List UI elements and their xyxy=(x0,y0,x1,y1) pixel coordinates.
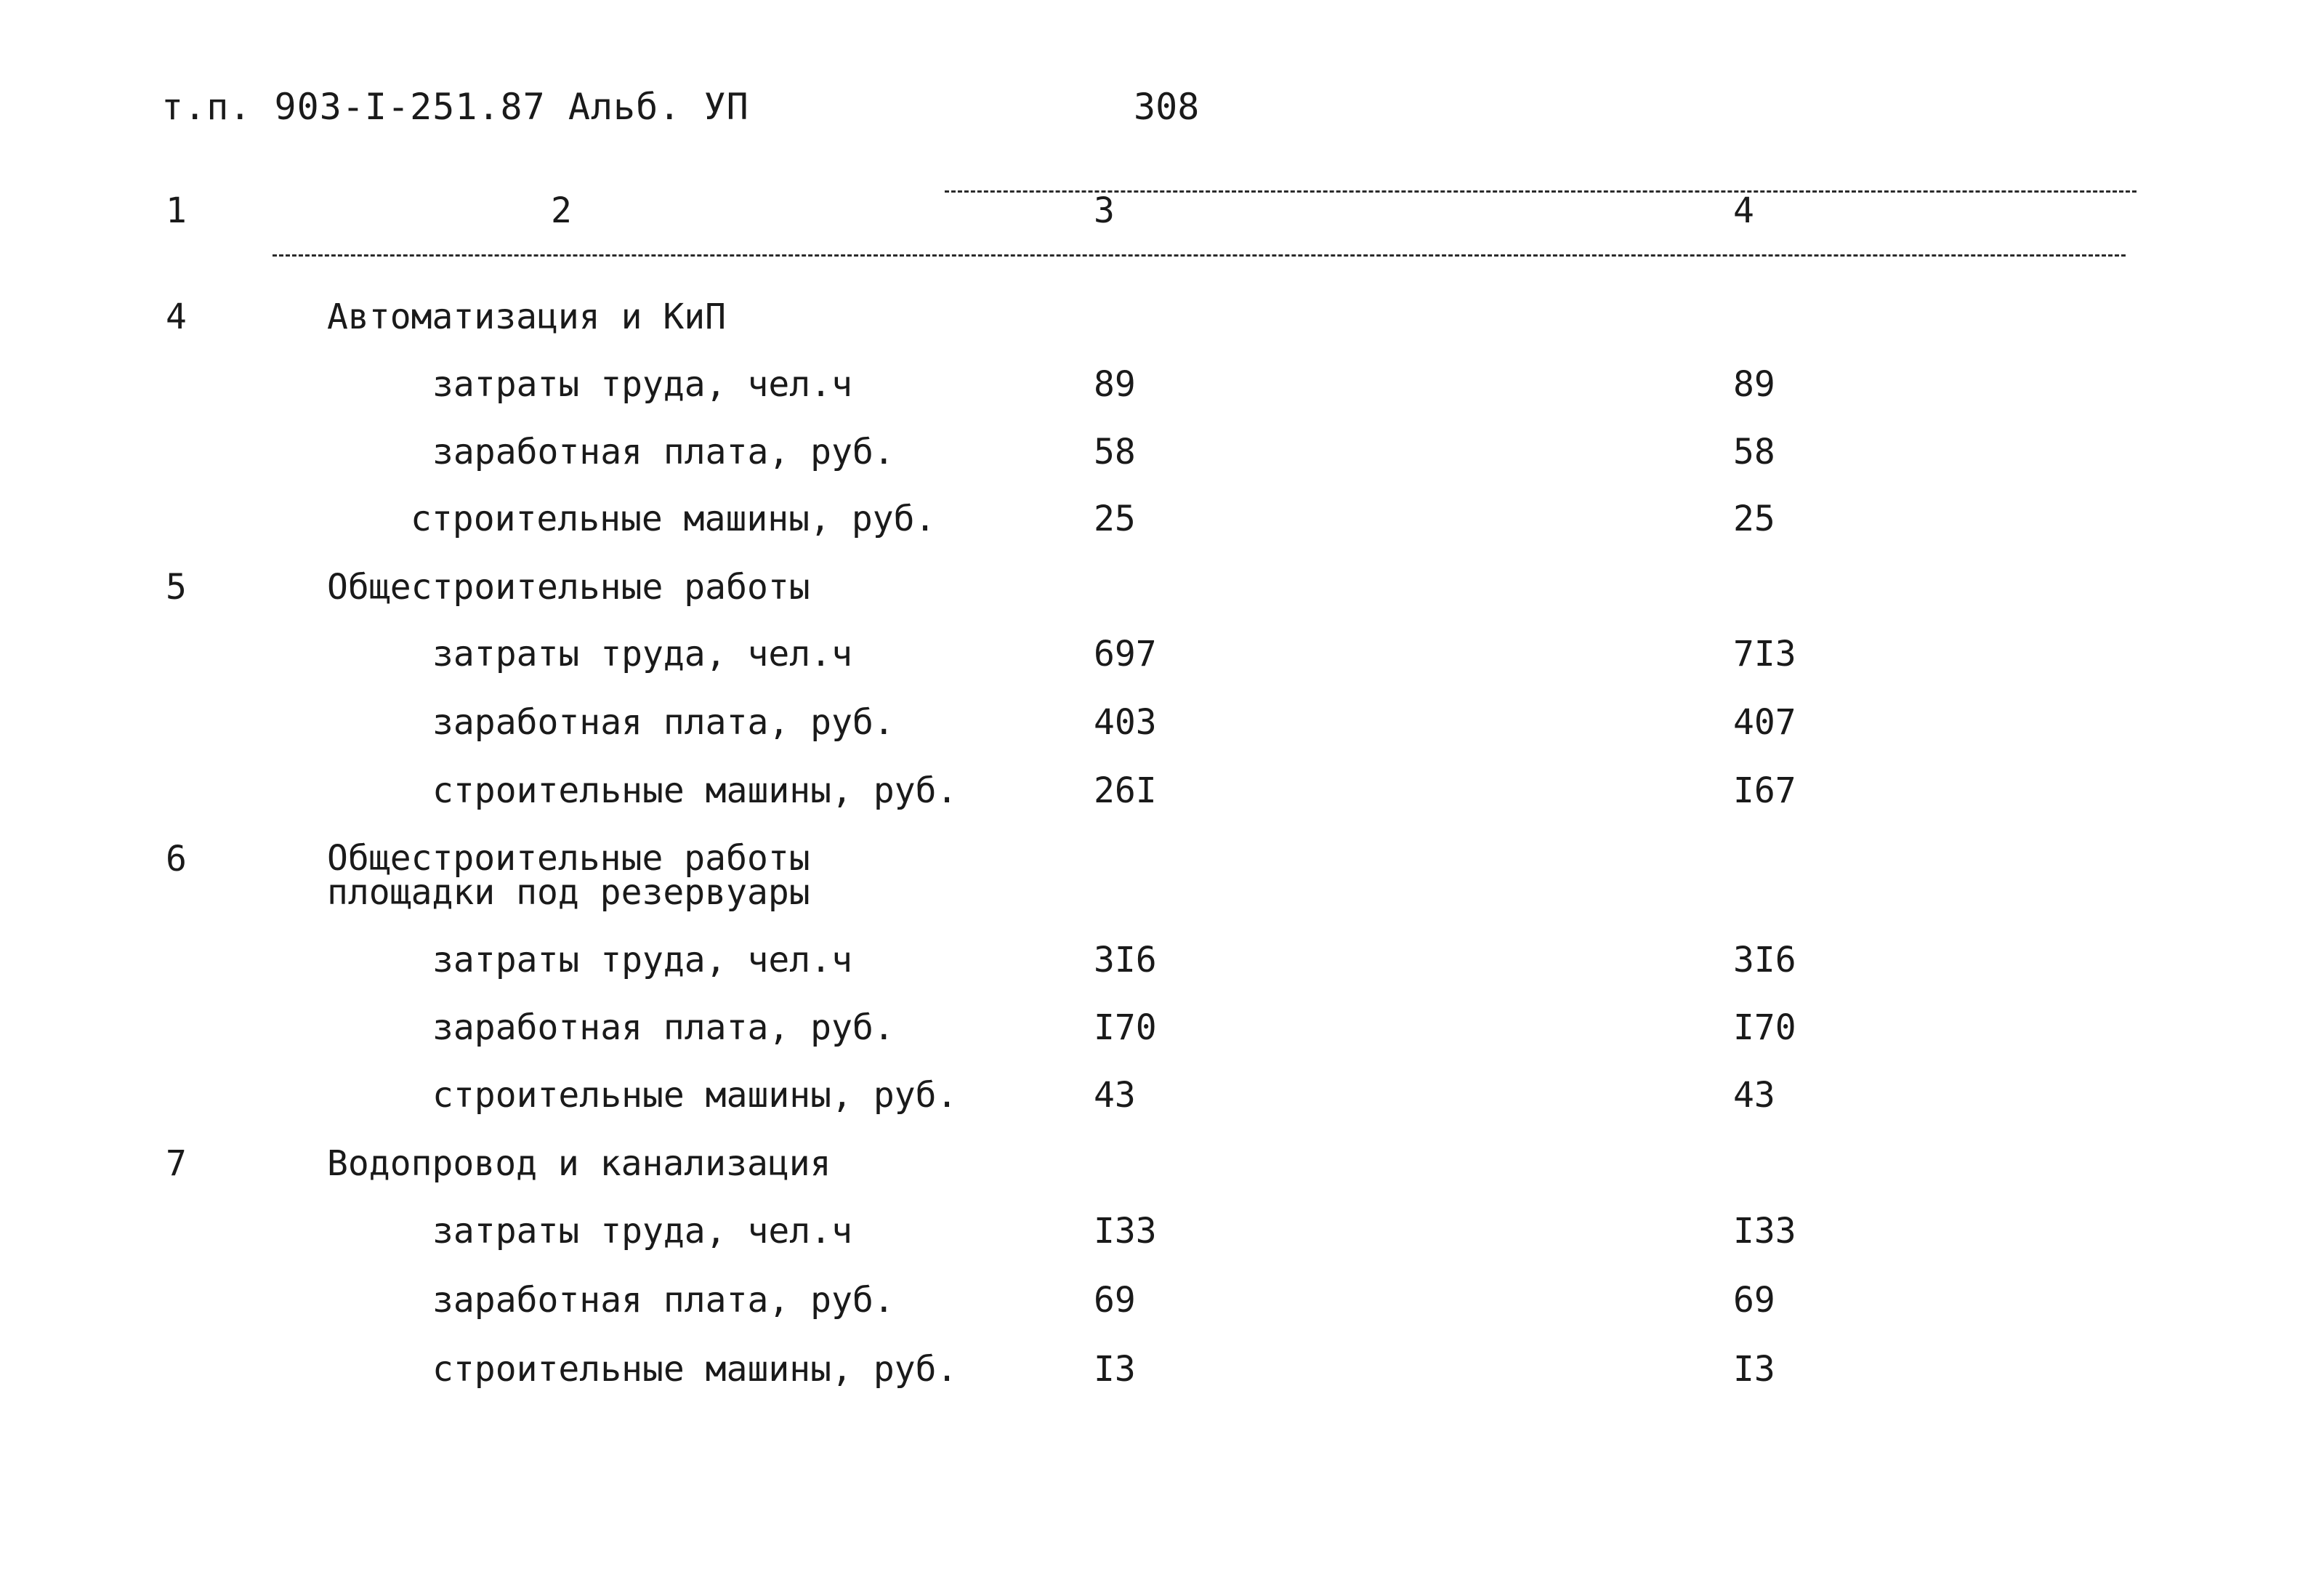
row-value-col3: 3I6 xyxy=(1094,940,1157,980)
table-top-rule xyxy=(945,190,2136,193)
section-title: Общестроительные работы площадки под резервуары xyxy=(327,838,810,914)
row-value-col3: 43 xyxy=(1094,1075,1136,1116)
section-number: 5 xyxy=(166,567,187,608)
section-title: Общестроительные работы xyxy=(327,567,810,608)
page-number: 308 xyxy=(1134,86,1200,128)
row-value-col3: 58 xyxy=(1094,432,1136,472)
row-value-col4: I70 xyxy=(1733,1007,1796,1048)
row-label: строительные машины, руб. xyxy=(411,499,936,539)
row-value-col4: 3I6 xyxy=(1733,940,1796,980)
section-number: 7 xyxy=(166,1143,187,1184)
row-value-col3: I33 xyxy=(1094,1211,1157,1252)
section-number: 6 xyxy=(166,839,187,879)
row-value-col3: 25 xyxy=(1094,499,1136,539)
row-label: заработная плата, руб. xyxy=(432,702,895,743)
row-value-col4: 43 xyxy=(1733,1075,1775,1116)
row-value-col4: 58 xyxy=(1733,432,1775,472)
row-label: заработная плата, руб. xyxy=(432,1280,895,1321)
row-value-col3: 69 xyxy=(1094,1280,1136,1321)
row-value-col3: 26I xyxy=(1094,770,1157,811)
column-header-3: 3 xyxy=(1094,190,1115,231)
row-value-col4: I33 xyxy=(1733,1211,1796,1252)
table-header-rule xyxy=(273,254,2126,257)
row-label: строительные машины, руб. xyxy=(432,770,958,811)
column-header-1: 1 xyxy=(166,190,187,231)
row-value-col4: I67 xyxy=(1733,770,1796,811)
row-value-col3: 403 xyxy=(1094,702,1157,743)
column-header-4: 4 xyxy=(1733,190,1754,231)
row-value-col3: I70 xyxy=(1094,1007,1157,1048)
document-code: т.п. 903-I-251.87 Альб. УП xyxy=(161,86,749,128)
row-value-col4: 7I3 xyxy=(1733,634,1796,674)
row-value-col3: 697 xyxy=(1094,634,1157,674)
row-label: заработная плата, руб. xyxy=(432,1007,895,1048)
column-header-2: 2 xyxy=(551,190,572,231)
row-value-col4: I3 xyxy=(1733,1349,1775,1390)
row-label: заработная плата, руб. xyxy=(432,432,895,472)
row-value-col4: 89 xyxy=(1733,364,1775,405)
row-value-col3: I3 xyxy=(1094,1349,1136,1390)
row-label: строительные машины, руб. xyxy=(432,1075,958,1116)
row-value-col4: 69 xyxy=(1733,1280,1775,1321)
section-title: Автоматизация и КиП xyxy=(327,297,727,337)
section-title: Водопровод и канализация xyxy=(327,1143,831,1184)
section-number: 4 xyxy=(166,297,187,337)
row-value-col4: 407 xyxy=(1733,702,1796,743)
row-label: строительные машины, руб. xyxy=(432,1349,958,1390)
row-label: затраты труда, чел.ч xyxy=(432,634,852,674)
row-label: затраты труда, чел.ч xyxy=(432,364,852,405)
row-value-col3: 89 xyxy=(1094,364,1136,405)
row-value-col4: 25 xyxy=(1733,499,1775,539)
row-label: затраты труда, чел.ч xyxy=(432,1211,852,1252)
row-label: затраты труда, чел.ч xyxy=(432,940,852,980)
